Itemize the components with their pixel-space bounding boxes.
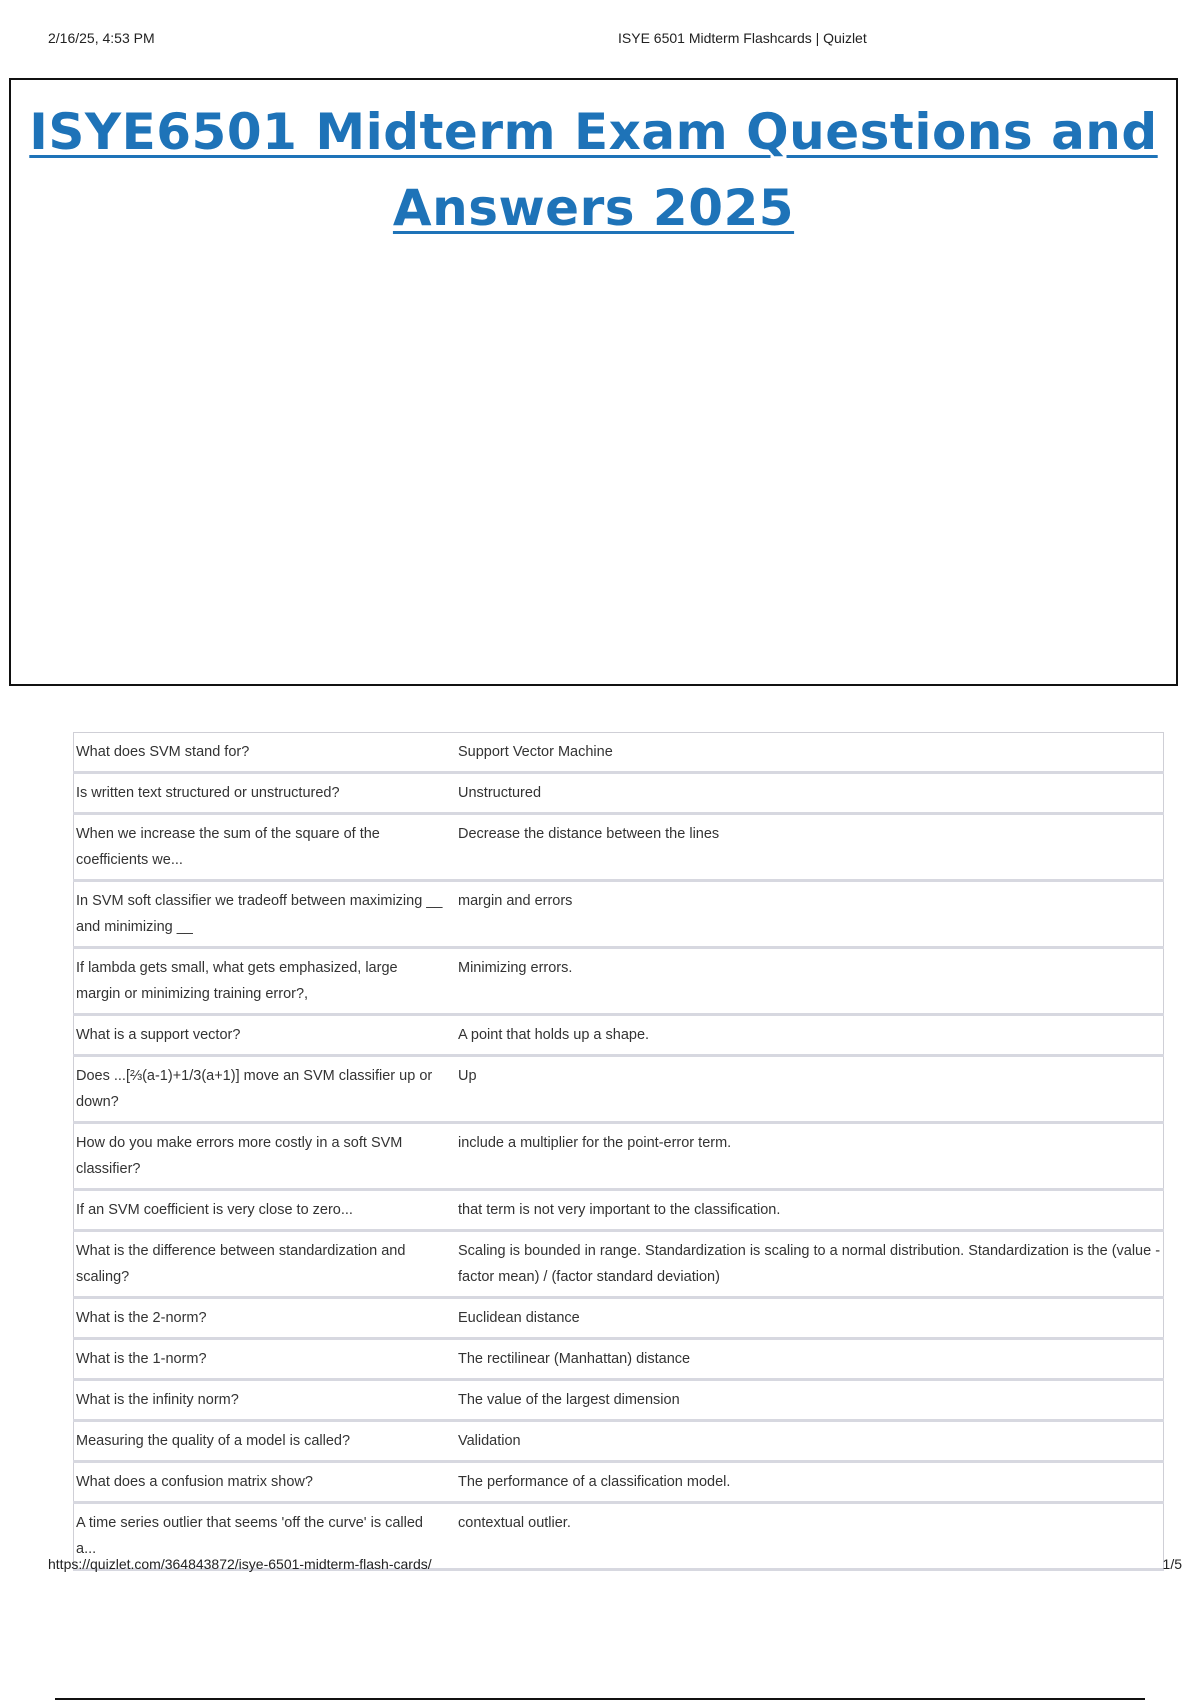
flashcard-table-body bbox=[74, 733, 1164, 1570]
flashcard-definition: The performance of a classification model. bbox=[458, 1462, 1164, 1503]
flashcard-table bbox=[73, 732, 1164, 1571]
flashcard-term: In SVM soft classifier we tradeoff between maximizing __ and minimizing __ bbox=[74, 881, 459, 948]
flashcard-definition: The rectilinear (Manhattan) distance bbox=[458, 1339, 1164, 1380]
flashcard-definition: Scaling is bounded in range. Standardization is scaling to a normal distribution. Standardization is the (value - factor mean) / (factor standard deviation) bbox=[458, 1231, 1164, 1298]
flashcard-term: Is written text structured or unstructured? bbox=[74, 773, 459, 814]
flashcard-row bbox=[74, 733, 1164, 773]
flashcard-term: Does ...[⅔(a-1)+1/3(a+1)] move an SVM classifier up or down? bbox=[74, 1056, 459, 1123]
flashcard-row bbox=[74, 1231, 1164, 1298]
print-header bbox=[48, 30, 1152, 50]
flashcard-term: If lambda gets small, what gets emphasized, large margin or minimizing training error?, bbox=[74, 948, 459, 1015]
flashcard-row bbox=[74, 814, 1164, 881]
flashcard-row bbox=[74, 1339, 1164, 1380]
flashcard-row bbox=[74, 1123, 1164, 1190]
flashcard-term: What is the infinity norm? bbox=[74, 1380, 459, 1421]
flashcard-row bbox=[74, 1380, 1164, 1421]
flashcard-definition: margin and errors bbox=[458, 881, 1164, 948]
flashcard-term: Measuring the quality of a model is called? bbox=[74, 1421, 459, 1462]
document-title bbox=[11, 80, 1176, 246]
flashcard-row bbox=[74, 948, 1164, 1015]
flashcard-row bbox=[74, 1056, 1164, 1123]
print-url: https://quizlet.com/364843872/isye-6501-midterm-flash-cards/ bbox=[48, 1556, 432, 1572]
flashcard-definition: include a multiplier for the point-error term. bbox=[458, 1123, 1164, 1190]
flashcard-definition: Euclidean distance bbox=[458, 1298, 1164, 1339]
flashcard-definition: The value of the largest dimension bbox=[458, 1380, 1164, 1421]
flashcard-row bbox=[74, 1421, 1164, 1462]
flashcard-definition: that term is not very important to the classification. bbox=[458, 1190, 1164, 1231]
page-number: 1/5 bbox=[1162, 1556, 1182, 1572]
flashcard-row bbox=[74, 1298, 1164, 1339]
flashcard-row bbox=[74, 773, 1164, 814]
flashcard-definition: A point that holds up a shape. bbox=[458, 1015, 1164, 1056]
print-page-title: ISYE 6501 Midterm Flashcards | Quizlet bbox=[618, 30, 867, 46]
document-title-text: ISYE6501 Midterm Exam Questions and Answers 2025 bbox=[29, 103, 1158, 237]
flashcard-row bbox=[74, 881, 1164, 948]
flashcard-term: If an SVM coefficient is very close to zero... bbox=[74, 1190, 459, 1231]
print-footer bbox=[48, 1556, 1182, 1576]
flashcard-term: What is the 2-norm? bbox=[74, 1298, 459, 1339]
flashcard-term: What is the difference between standardization and scaling? bbox=[74, 1231, 459, 1298]
flashcard-definition: Minimizing errors. bbox=[458, 948, 1164, 1015]
flashcard-definition: Unstructured bbox=[458, 773, 1164, 814]
flashcard-term: What is the 1-norm? bbox=[74, 1339, 459, 1380]
flashcard-term: What does a confusion matrix show? bbox=[74, 1462, 459, 1503]
flashcard-term: When we increase the sum of the square of the coefficients we... bbox=[74, 814, 459, 881]
flashcard-definition: Validation bbox=[458, 1421, 1164, 1462]
flashcard-definition: Decrease the distance between the lines bbox=[458, 814, 1164, 881]
flashcard-definition: Support Vector Machine bbox=[458, 733, 1164, 773]
flashcard-row bbox=[74, 1015, 1164, 1056]
print-date: 2/16/25, 4:53 PM bbox=[48, 30, 155, 46]
flashcard-row bbox=[74, 1462, 1164, 1503]
flashcard-term: What does SVM stand for? bbox=[74, 733, 459, 773]
flashcard-term: What is a support vector? bbox=[74, 1015, 459, 1056]
flashcard-term: How do you make errors more costly in a soft SVM classifier? bbox=[74, 1123, 459, 1190]
title-box bbox=[9, 78, 1178, 686]
flashcard-row bbox=[74, 1190, 1164, 1231]
flashcard-definition: Up bbox=[458, 1056, 1164, 1123]
flashcard-term: A time series outlier that seems 'off the curve' is called a... bbox=[74, 1503, 459, 1570]
flashcard-definition: contextual outlier. bbox=[458, 1503, 1164, 1570]
